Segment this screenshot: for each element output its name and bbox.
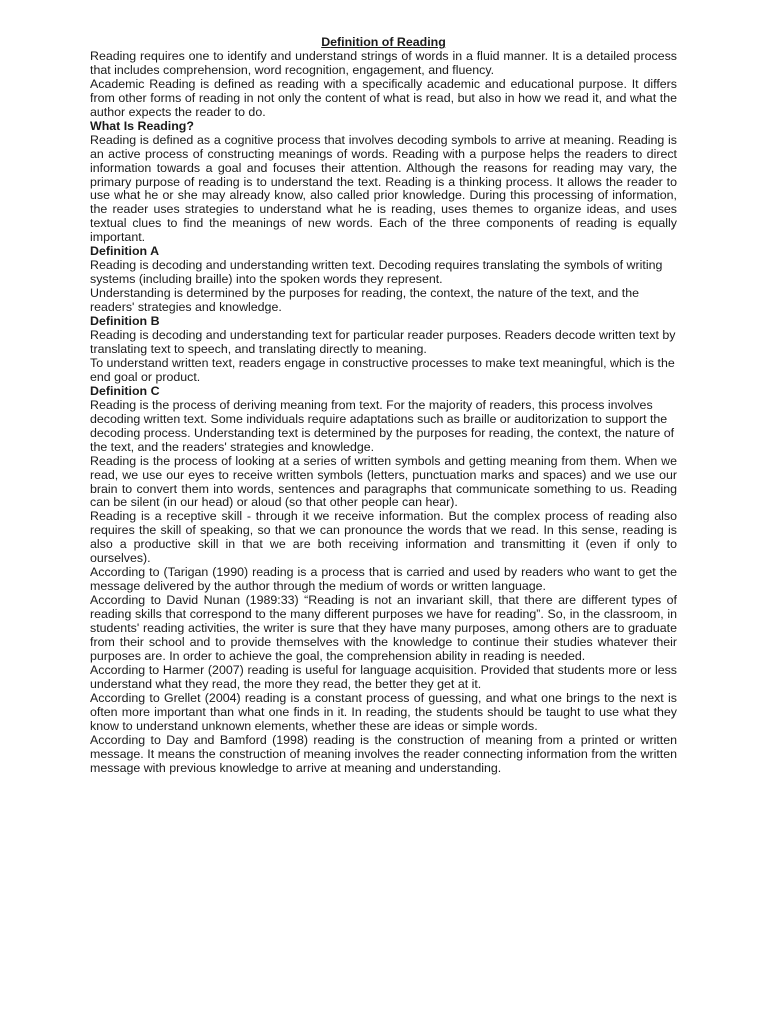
body-paragraph: Reading is the process of looking at a series of written symbols and getting meaning from them. When we read, we use our eyes to receive written symbols (letters, punctuation marks and spaces) and we use our brain to convert them into words, sentences and paragraphs that communicate something to us. Reading can be silent (in our head) or aloud (so that other people can hear). xyxy=(90,453,677,510)
intro-paragraph: Academic Reading is defined as reading with a specifically academic and educational purpose. It differs from other forms of reading in not only the content of what is read, but also in how we read it, and what the author expects the reader to do. xyxy=(90,76,677,119)
document-page xyxy=(90,36,677,776)
definition-a-paragraph: Reading is decoding and understanding written text. Decoding requires translating the symbols of writing systems (including braille) into the spoken words they represent. xyxy=(90,258,663,287)
body-paragraph: According to Day and Bamford (1998) reading is the construction of meaning from a printed or written message. It means the construction of meaning involves the reader connecting information from the written message with previous knowledge to arrive at meaning and understanding. xyxy=(90,732,677,775)
intro-paragraph: Reading requires one to identify and understand strings of words in a fluid manner. It is a detailed process that includes comprehension, word recognition, engagement, and fluency. xyxy=(90,48,677,77)
body-paragraph: According to Grellet (2004) reading is a constant process of guessing, and what one brings to the next is often more important than what one finds in it. In reading, the students should be taught to use what they know to understand unknown elements, whether these are ideas or simple words. xyxy=(90,690,677,733)
section-heading-definition-a: Definition A xyxy=(90,244,160,259)
definition-c-paragraph: Reading is the process of deriving meaning from text. For the majority of readers, this process involves decoding written text. Some individuals require adaptations such as braille or auditorization to support the decoding process. Understanding text is determined by the purposes for reading, the context, the nature of the text, and the readers' strategies and knowledge. xyxy=(90,397,675,454)
section-heading-definition-c: Definition C xyxy=(90,383,160,398)
what-is-reading-paragraph: Reading is defined as a cognitive process that involves decoding symbols to arrive at meaning. Reading is an active process of constructing meanings of words. Reading with a purpose helps the readers to direct information towards a goal and focuses their attention. Although the reasons for reading may vary, the primary purpose of reading is to understand the text. Reading is a thinking process. It allows the reader to use what he or she may already know, also called prior knowledge. During this processing of information, the reader uses strategies to understand what he is reading, uses themes to organize ideas, and uses textual clues to find the meanings of new words. Each of the three components of reading is equally important. xyxy=(90,132,677,245)
document-title: Definition of Reading xyxy=(321,35,446,49)
definition-a-paragraph: Understanding is determined by the purposes for reading, the context, the nature of the text, and the readers' strategies and knowledge. xyxy=(90,286,639,315)
section-heading-what-is-reading: What Is Reading? xyxy=(90,118,194,133)
body-paragraph: According to Harmer (2007) reading is useful for language acquisition. Provided that students more or less understand what they read, the more they read, the better they get at it. xyxy=(90,662,677,691)
body-paragraph: According to (Tarigan (1990) reading is a process that is carried and used by readers who want to get the message delivered by the author through the medium of words or written language. xyxy=(90,565,677,594)
body-paragraph: According to David Nunan (1989:33) “Reading is not an invariant skill, that there are different types of reading skills that correspond to the many different purposes we have for reading”. So, in the classroom, in students' reading activities, the writer is sure that they have many purposes, among others are to graduate from their school and to provide themselves with the knowledge to continue their studies whatever their purposes are. In order to achieve the goal, the comprehension ability in reading is needed. xyxy=(90,593,677,663)
definition-b-paragraph: Reading is decoding and understanding text for particular reader purposes. Readers decode written text by translating text to speech, and translating directly to meaning. xyxy=(90,328,676,356)
definition-b-paragraph: To understand written text, readers engage in constructive processes to make text meaningful, which is the end goal or product. xyxy=(90,355,675,384)
body-paragraph: Reading is a receptive skill - through it we receive information. But the complex process of reading also requires the skill of speaking, so that we can pronounce the words that we read. In this sense, reading is also a productive skill in that we are both receiving information and transmitting it (even if only to ourselves). xyxy=(90,509,677,566)
section-heading-definition-b: Definition B xyxy=(90,314,160,329)
